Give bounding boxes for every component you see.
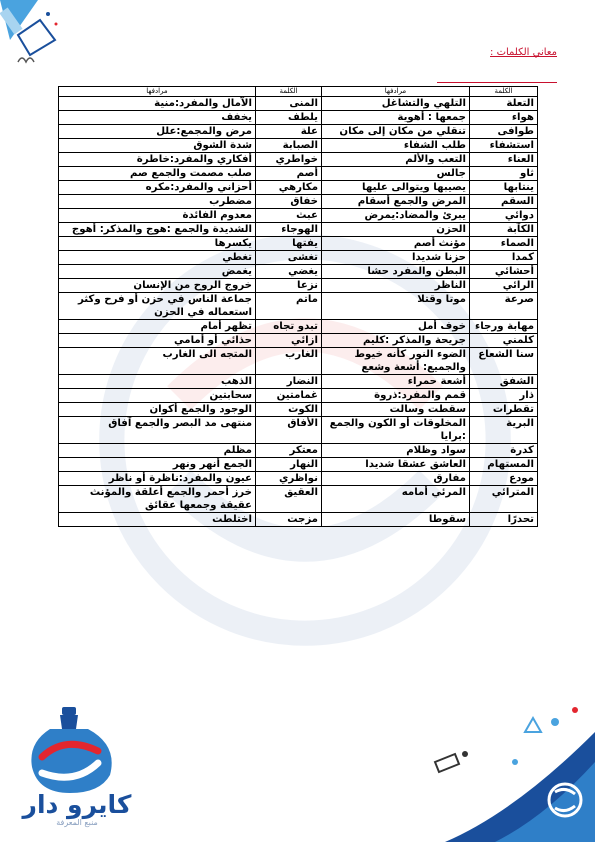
word-cell: ازائي <box>256 334 322 348</box>
synonym-cell: معدوم الفائدة <box>59 209 256 223</box>
word-cell: مكارهي <box>256 181 322 195</box>
table-row <box>59 195 538 209</box>
table-row <box>59 320 538 334</box>
synonym-cell: مرض والمجمع:علل <box>59 125 256 139</box>
table-row <box>59 167 538 181</box>
word-cell: غمامتين <box>256 389 322 403</box>
synonym-cell: شدة الشوق <box>59 139 256 153</box>
word-cell: عبث <box>256 209 322 223</box>
word-cell: المنى <box>256 97 322 111</box>
synonym-cell: مظلم <box>59 444 256 458</box>
synonym-cell: أحزاني والمفرد:مكره <box>59 181 256 195</box>
synonym-cell: سحابتين <box>59 389 256 403</box>
synonym-cell: الناظر <box>322 279 470 293</box>
word-cell: أصم <box>256 167 322 181</box>
synonym-cell: البطن والمفرد حشا <box>322 265 470 279</box>
synonym-cell: يخفف <box>59 111 256 125</box>
table-row <box>59 125 538 139</box>
word-cell: مهابة ورجاء <box>470 320 538 334</box>
synonym-cell: جالس <box>322 167 470 181</box>
word-cell: البرية <box>470 417 538 444</box>
synonym-cell: يكسرها <box>59 237 256 251</box>
word-cell: سنا الشعاع <box>470 348 538 375</box>
synonym-cell: يبرئ والمضاد:يمرض <box>322 209 470 223</box>
synonym-cell: الذهب <box>59 375 256 389</box>
word-cell: العناء <box>470 153 538 167</box>
table-row <box>59 237 538 251</box>
word-cell: نواظري <box>256 472 322 486</box>
synonym-cell: حزنا شديدا <box>322 251 470 265</box>
word-cell: يفتها <box>256 237 322 251</box>
table-row <box>59 389 538 403</box>
table-row <box>59 513 538 527</box>
word-cell: مزجت <box>256 513 322 527</box>
synonym-cell: سواد وظلام <box>322 444 470 458</box>
synonym-cell: مؤنث أصم <box>322 237 470 251</box>
table-row <box>59 251 538 265</box>
table-row <box>59 209 538 223</box>
flask-decoration-icon <box>0 0 70 80</box>
word-cell: السقم <box>470 195 538 209</box>
synonym-cell: التلهي والتشاغل <box>322 97 470 111</box>
word-cell: ماتم <box>256 293 322 320</box>
table-row <box>59 417 538 444</box>
word-cell: نزعا <box>256 279 322 293</box>
synonym-cell: سقطت وسالت <box>322 403 470 417</box>
header-synonym-1: مرادفها <box>322 87 470 97</box>
word-cell: الهوجاء <box>256 223 322 237</box>
table-row <box>59 444 538 458</box>
word-cell: الكآبة <box>470 223 538 237</box>
synonym-cell: المرض والجمع أسقام <box>322 195 470 209</box>
word-cell: ذار <box>470 389 538 403</box>
word-cell: تقطرات <box>470 403 538 417</box>
table-row <box>59 223 538 237</box>
synonym-cell: طلب الشفاء <box>322 139 470 153</box>
synonym-cell: مفارق <box>322 472 470 486</box>
table-row <box>59 472 538 486</box>
synonym-cell: حذائي أو أمامي <box>59 334 256 348</box>
synonym-cell: الجمع أنهر ونهر <box>59 458 256 472</box>
heading-underline <box>437 82 557 83</box>
synonym-cell: التعب والألم <box>322 153 470 167</box>
table-row <box>59 293 538 320</box>
word-cell: علة <box>256 125 322 139</box>
logo-name: كايرو دار <box>22 790 132 819</box>
synonym-cell: الآمال والمفرد:منية <box>59 97 256 111</box>
word-cell: المستهام <box>470 458 538 472</box>
table-row <box>59 111 538 125</box>
table-row <box>59 279 538 293</box>
synonym-cell: مضطرب <box>59 195 256 209</box>
synonym-cell: الضوء النور كأنه خيوط والجميع: أشعة وشعع <box>322 348 470 375</box>
word-cell: المترائي <box>470 486 538 513</box>
synonym-cell: أشعة حمراء <box>322 375 470 389</box>
synonym-cell: الوجود والجمع أكوان <box>59 403 256 417</box>
word-cell: ينتابها <box>470 181 538 195</box>
word-cell: العقيق <box>256 486 322 513</box>
header-word-2: الكلمة <box>256 87 322 97</box>
logo-tagline: منبع المعرفة <box>56 818 98 827</box>
word-cell: الصماء <box>470 237 538 251</box>
word-cell: طوافى <box>470 125 538 139</box>
word-cell: ثاو <box>470 167 538 181</box>
synonym-cell: موتا وقتلا <box>322 293 470 320</box>
table-row <box>59 334 538 348</box>
synonym-cell: يصيبها ويتوالى عليها <box>322 181 470 195</box>
header-word-1: الكلمة <box>470 87 538 97</box>
synonym-cell: تظهر أمام <box>59 320 256 334</box>
table-row <box>59 458 538 472</box>
word-cell: الرائي <box>470 279 538 293</box>
table-row <box>59 348 538 375</box>
synonym-cell: صلب مصمت والجمع صم <box>59 167 256 181</box>
synonym-cell: جريحة والمذكر :كليم <box>322 334 470 348</box>
table-row <box>59 181 538 195</box>
table-row <box>59 139 538 153</box>
synonym-cell: المتجه الى الغارب <box>59 348 256 375</box>
word-cell: النضار <box>256 375 322 389</box>
word-cell: تبدو تجاه <box>256 320 322 334</box>
synonym-cell: عيون والمفرد:ناظرة أو ناظر <box>59 472 256 486</box>
synonym-cell: جمعها : أهوية <box>322 111 470 125</box>
synonym-cell: تنقلي من مكان إلى مكان <box>322 125 470 139</box>
synonym-cell: اختلطت <box>59 513 256 527</box>
header-synonym-2: مرادفها <box>59 87 256 97</box>
table-row <box>59 265 538 279</box>
vocabulary-table <box>58 86 538 527</box>
synonym-cell: خوف أمل <box>322 320 470 334</box>
word-cell: تغشى <box>256 251 322 265</box>
synonym-cell: خروج الروح من الإنسان <box>59 279 256 293</box>
word-cell: استشفاء <box>470 139 538 153</box>
table-row <box>59 97 538 111</box>
synonym-cell: منتهى مد البصر والجمع آفاق <box>59 417 256 444</box>
synonym-cell: الحزن <box>322 223 470 237</box>
table-row <box>59 375 538 389</box>
page-heading: معاني الكلمات : <box>490 47 557 58</box>
word-cell: كمدا <box>470 251 538 265</box>
word-cell: أحشائي <box>470 265 538 279</box>
word-cell: النهار <box>256 458 322 472</box>
table-row <box>59 486 538 513</box>
word-cell: كدرة <box>470 444 538 458</box>
word-cell: الغارب <box>256 348 322 375</box>
word-cell: الصبابة <box>256 139 322 153</box>
word-cell: التعلة <box>470 97 538 111</box>
word-cell: دوائي <box>470 209 538 223</box>
synonym-cell: خرز أحمر والجمع أعلقة والمؤنث عقيقة وجمعها عقائق <box>59 486 256 513</box>
word-cell: مودع <box>470 472 538 486</box>
word-cell: هواء <box>470 111 538 125</box>
synonym-cell: الشديدة والجمع :هوج والمذكر: أهوج <box>59 223 256 237</box>
word-cell: خفاق <box>256 195 322 209</box>
synonym-cell: قمم والمفرد:ذروة <box>322 389 470 403</box>
synonym-cell: المرئي أمامه <box>322 486 470 513</box>
synonym-cell: المخلوقات أو الكون والجمع :برايا <box>322 417 470 444</box>
synonym-cell: يغمض <box>59 265 256 279</box>
table-row <box>59 153 538 167</box>
word-cell: يلطف <box>256 111 322 125</box>
word-cell: الكوت <box>256 403 322 417</box>
table-header-row <box>59 87 538 97</box>
word-cell: كلمني <box>470 334 538 348</box>
word-cell: معتكر <box>256 444 322 458</box>
word-cell: تحدرًا <box>470 513 538 527</box>
word-cell: يغضي <box>256 265 322 279</box>
word-cell: خواطري <box>256 153 322 167</box>
word-cell: الشفق <box>470 375 538 389</box>
word-cell: الأفاق <box>256 417 322 444</box>
chemistry-decoration-icon <box>405 692 595 842</box>
word-cell: صرعة <box>470 293 538 320</box>
synonym-cell: جماعة الناس في حزن أو فرح وكثر استعماله في الحزن <box>59 293 256 320</box>
table-row <box>59 403 538 417</box>
vocabulary-table-body <box>59 97 538 527</box>
synonym-cell: سقوطا <box>322 513 470 527</box>
synonym-cell: العاشق عشقا شديدا <box>322 458 470 472</box>
synonym-cell: تغطي <box>59 251 256 265</box>
synonym-cell: أفكاري والمفرد:خاطرة <box>59 153 256 167</box>
